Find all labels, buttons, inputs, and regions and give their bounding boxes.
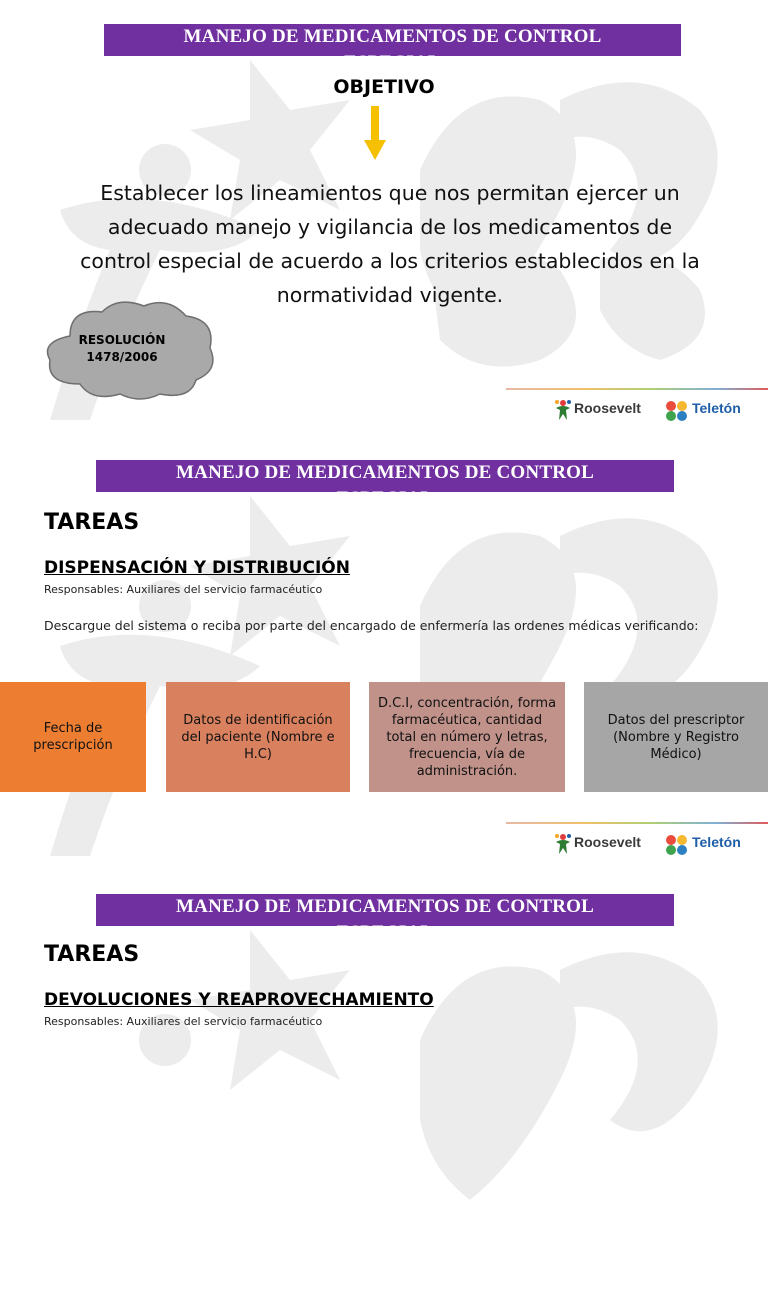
- teleton-logo-text: Teletón: [692, 834, 741, 850]
- description-text: Descargue del sistema o reciba por parte del encargado de enfermería las ordenes médicas verificando:: [44, 618, 699, 633]
- requirement-box: Datos de identificación del paciente (Nombre e H.C): [166, 682, 350, 792]
- slide-1: [0, 0, 768, 430]
- footer-logos: [552, 396, 752, 426]
- requirement-box: Fecha de prescripción: [0, 682, 146, 792]
- slide-3: [0, 870, 768, 1028]
- cloud-label: [40, 332, 204, 366]
- requirement-box: D.C.I, concentración, forma farmacéutica, cantidad total en número y letras, frecuencia, vía de administración.: [369, 682, 565, 792]
- footer-line: [506, 822, 768, 824]
- section-heading: DEVOLUCIONES Y REAPROVECHAMIENTO: [44, 990, 434, 1010]
- cloud-label-line2: 1478/2006: [86, 350, 158, 364]
- objetivo-heading: OBJETIVO: [333, 76, 435, 98]
- cloud-label-line1: RESOLUCIÓN: [78, 333, 166, 347]
- slide-title: MANEJO DE MEDICAMENTOS DE CONTROL: [183, 26, 602, 47]
- arrow-down-icon: [364, 106, 386, 160]
- slide-title-overflow: ESPECIAL: [344, 52, 441, 73]
- objective-paragraph: Establecer los lineamientos que nos permitan ejercer un adecuado manejo y vigilancia de los medicamentos de control especial de acuerdo a los criterios establecidos en la normatividad vigente.: [80, 181, 700, 307]
- responsables-text: Responsables: Auxiliares del servicio farmacéutico: [44, 583, 323, 596]
- responsables-text: Responsables: Auxiliares del servicio farmacéutico: [44, 1015, 323, 1028]
- footer-logos: [552, 830, 752, 860]
- roosevelt-logo-icon: [552, 398, 574, 422]
- slide-title: MANEJO DE MEDICAMENTOS DE CONTROL: [176, 896, 594, 917]
- slide-title-overflow: ESPECIAL: [336, 488, 434, 509]
- slide-title-overflow: ESPECIAL: [336, 922, 434, 943]
- roosevelt-logo-icon: [552, 832, 574, 856]
- section-heading: DISPENSACIÓN Y DISTRIBUCIÓN: [44, 558, 350, 578]
- slide-2: [0, 436, 768, 866]
- tareas-heading: TAREAS: [44, 510, 140, 535]
- teleton-logo-icon: [664, 834, 690, 856]
- teleton-logo-text: Teletón: [692, 400, 741, 416]
- slide-title-band: [104, 24, 681, 73]
- roosevelt-logo-text: Roosevelt: [574, 834, 641, 850]
- slide-title-band: [96, 894, 674, 943]
- requirement-box: Datos del prescriptor (Nombre y Registro Médico): [584, 682, 768, 792]
- tareas-heading: TAREAS: [44, 942, 140, 967]
- footer-line: [506, 388, 768, 390]
- teleton-logo-icon: [664, 400, 690, 422]
- slide-title: MANEJO DE MEDICAMENTOS DE CONTROL: [176, 462, 594, 483]
- slide-title-band: [96, 460, 674, 509]
- roosevelt-logo-text: Roosevelt: [574, 400, 641, 416]
